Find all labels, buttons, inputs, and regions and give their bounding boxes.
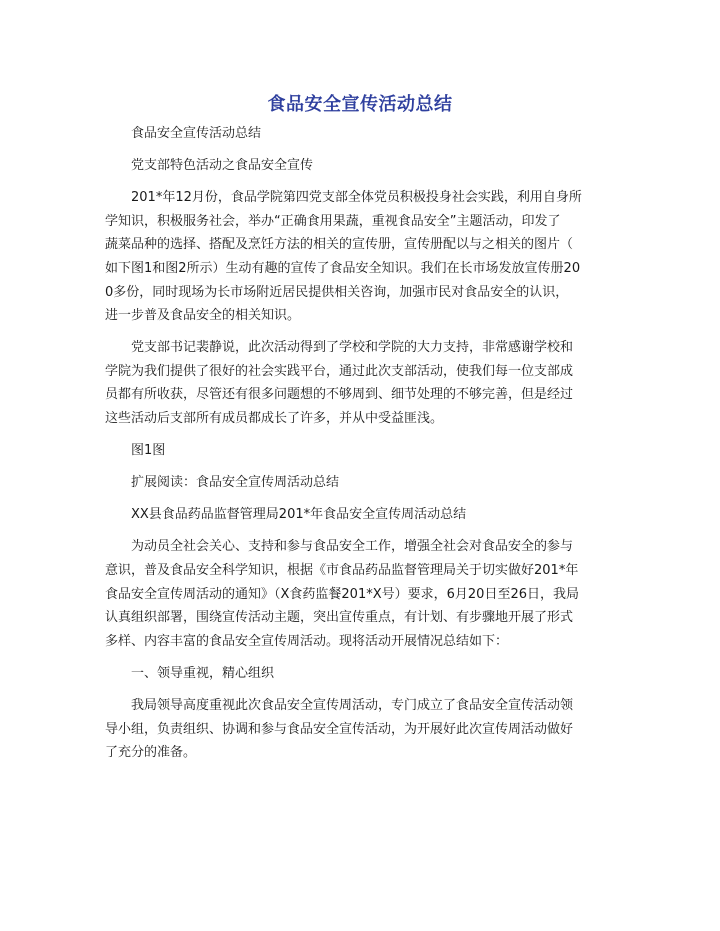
text-line: 了充分的准备。 <box>105 745 197 761</box>
text-line: 扩展阅读：食品安全宣传周活动总结 <box>131 475 340 491</box>
paragraph-heading <box>105 503 615 527</box>
text-line: 意识，普及食品安全科学知识，根据《市食品药品监督管理局关于切实做好201*年 <box>105 563 579 578</box>
paragraph-body <box>105 186 615 328</box>
text-line: 党支部特色活动之食品安全宣传 <box>131 158 314 174</box>
figure-caption <box>105 439 615 463</box>
text-line: 导小组，负责组织、协调和参与食品安全宣传活动，为开展好此次宣传周活动做好 <box>105 721 574 737</box>
text-line: 为动员全社会关心、支持和参与食品安全工作，增强全社会对食品安全的参与 <box>131 539 574 555</box>
text-line: 201*年12月份，食品学院第四党支部全体党员积极投身社会实践，利用自身所 <box>131 190 582 206</box>
paragraph-heading <box>105 471 615 495</box>
paragraph-subheading <box>105 154 615 178</box>
paragraph-heading <box>105 122 615 146</box>
text-line: 学知识，积极服务社会，举办“正确食用果蔬，重视食品安全”主题活动，印发了 <box>105 213 561 229</box>
text-line: 蔬菜品种的选择、搭配及烹饪方法的相关的宣传册，宣传册配以与之相关的图片（ <box>105 237 574 253</box>
text-line: 如下图1和图2所示）生动有趣的宣传了食品安全知识。我们在长市场发放宣传册20 <box>105 260 581 276</box>
text-line: 0多份，同时现场为长市场附近居民提供相关咨询，加强市民对食品安全的认识， <box>105 284 569 300</box>
text-line: 多样、内容丰富的食品安全宣传周活动。现将活动开展情况总结如下： <box>105 633 509 649</box>
section-heading <box>105 662 615 686</box>
text-line: 图1图 <box>131 443 166 459</box>
text-line: 认真组织部署，围绕宣传活动主题，突出宣传重点，有计划、有步骤地开展了形式 <box>105 610 574 626</box>
text-line: XX县食品药品监督管理局201*年食品安全宣传周活动总结 <box>131 507 467 523</box>
document-title: 食品安全宣传活动总结 <box>267 94 453 115</box>
text-line: 食品安全宣传活动总结 <box>131 126 262 141</box>
paragraph-body <box>105 336 615 430</box>
paragraph-body <box>105 694 615 765</box>
text-line: 我局领导高度重视此次食品安全宣传周活动，专门成立了食品安全宣传活动领 <box>131 697 574 713</box>
text-line: 员都有所收获，尽管还有很多问题想的不够周到、细节处理的不够完善，但是经过 <box>105 387 574 403</box>
text-line: 这些活动后支部所有成员都成长了许多，并从中受益匪浅。 <box>105 411 444 427</box>
text-line: 进一步普及食品安全的相关知识。 <box>105 308 301 324</box>
text-line: 党支部书记裴静说，此次活动得到了学校和学院的大力支持，非常感谢学校和 <box>131 340 574 356</box>
text-line: 学院为我们提供了很好的社会实践平台，通过此次支部活动，使我们每一位支部成 <box>105 363 574 379</box>
text-line: 一、领导重视，精心组织 <box>131 665 275 681</box>
document-body <box>105 122 615 773</box>
text-line: 食品安全宣传周活动的通知》（X食药监餐201*X号）要求，6月20日至26日，我局 <box>105 586 579 602</box>
paragraph-body <box>105 535 615 653</box>
